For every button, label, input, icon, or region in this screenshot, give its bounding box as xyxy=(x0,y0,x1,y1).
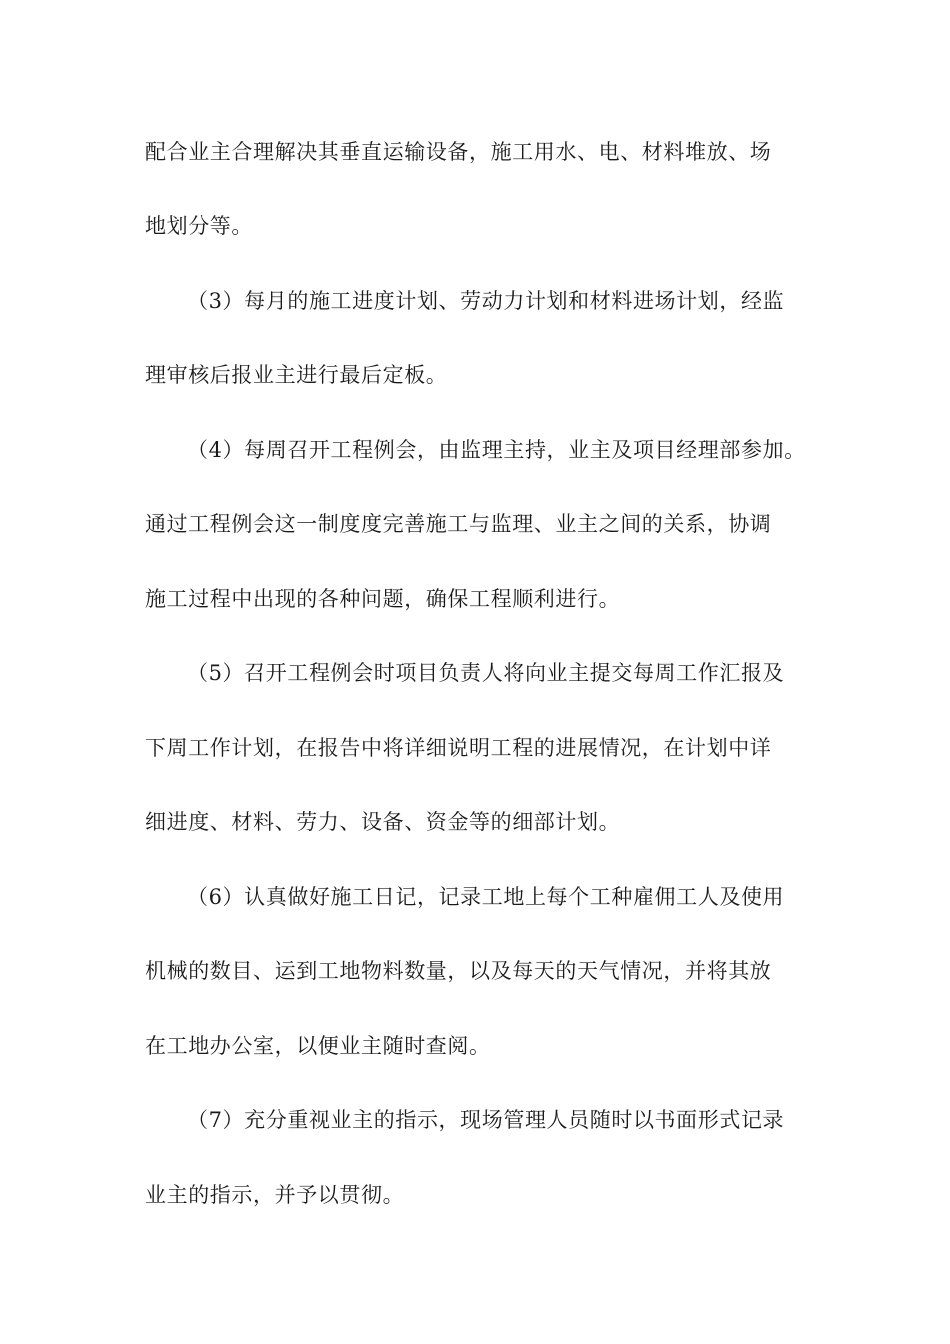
text-line: 在工地办公室，以便业主随时查阅。 xyxy=(145,1034,491,1058)
text-line: （3）每月的施工进度计划、劳动力计划和材料进场计划，经监 xyxy=(187,289,785,313)
text-line: 细进度、材料、劳力、设备、资金等的细部计划。 xyxy=(145,810,621,834)
text-line: 通过工程例会这一制度度完善施工与监理、业主之间的关系，协调 xyxy=(145,512,772,536)
text-line: （5）召开工程例会时项目负责人将向业主提交每周工作汇报及 xyxy=(187,661,785,685)
text-line: 施工过程中出现的各种问题，确保工程顺利进行。 xyxy=(145,587,621,611)
text-line: 配合业主合理解决其垂直运输设备，施工用水、电、材料堆放、场 xyxy=(145,140,772,164)
text-line: 业主的指示，并予以贯彻。 xyxy=(145,1183,405,1207)
text-line: 机械的数目、运到工地物料数量，以及每天的天气情况，并将其放 xyxy=(145,959,772,983)
text-line: （4）每周召开工程例会，由监理主持，业主及项目经理部参加。 xyxy=(187,438,806,462)
text-line: （6）认真做好施工日记，记录工地上每个工种雇佣工人及使用 xyxy=(187,885,785,909)
text-line: 理审核后报业主进行最后定板。 xyxy=(145,363,448,387)
text-line: （7）充分重视业主的指示，现场管理人员随时以书面形式记录 xyxy=(187,1108,785,1132)
text-line: 地划分等。 xyxy=(145,214,253,238)
text-line: 下周工作计划，在报告中将详细说明工程的进展情况，在计划中详 xyxy=(145,736,772,760)
